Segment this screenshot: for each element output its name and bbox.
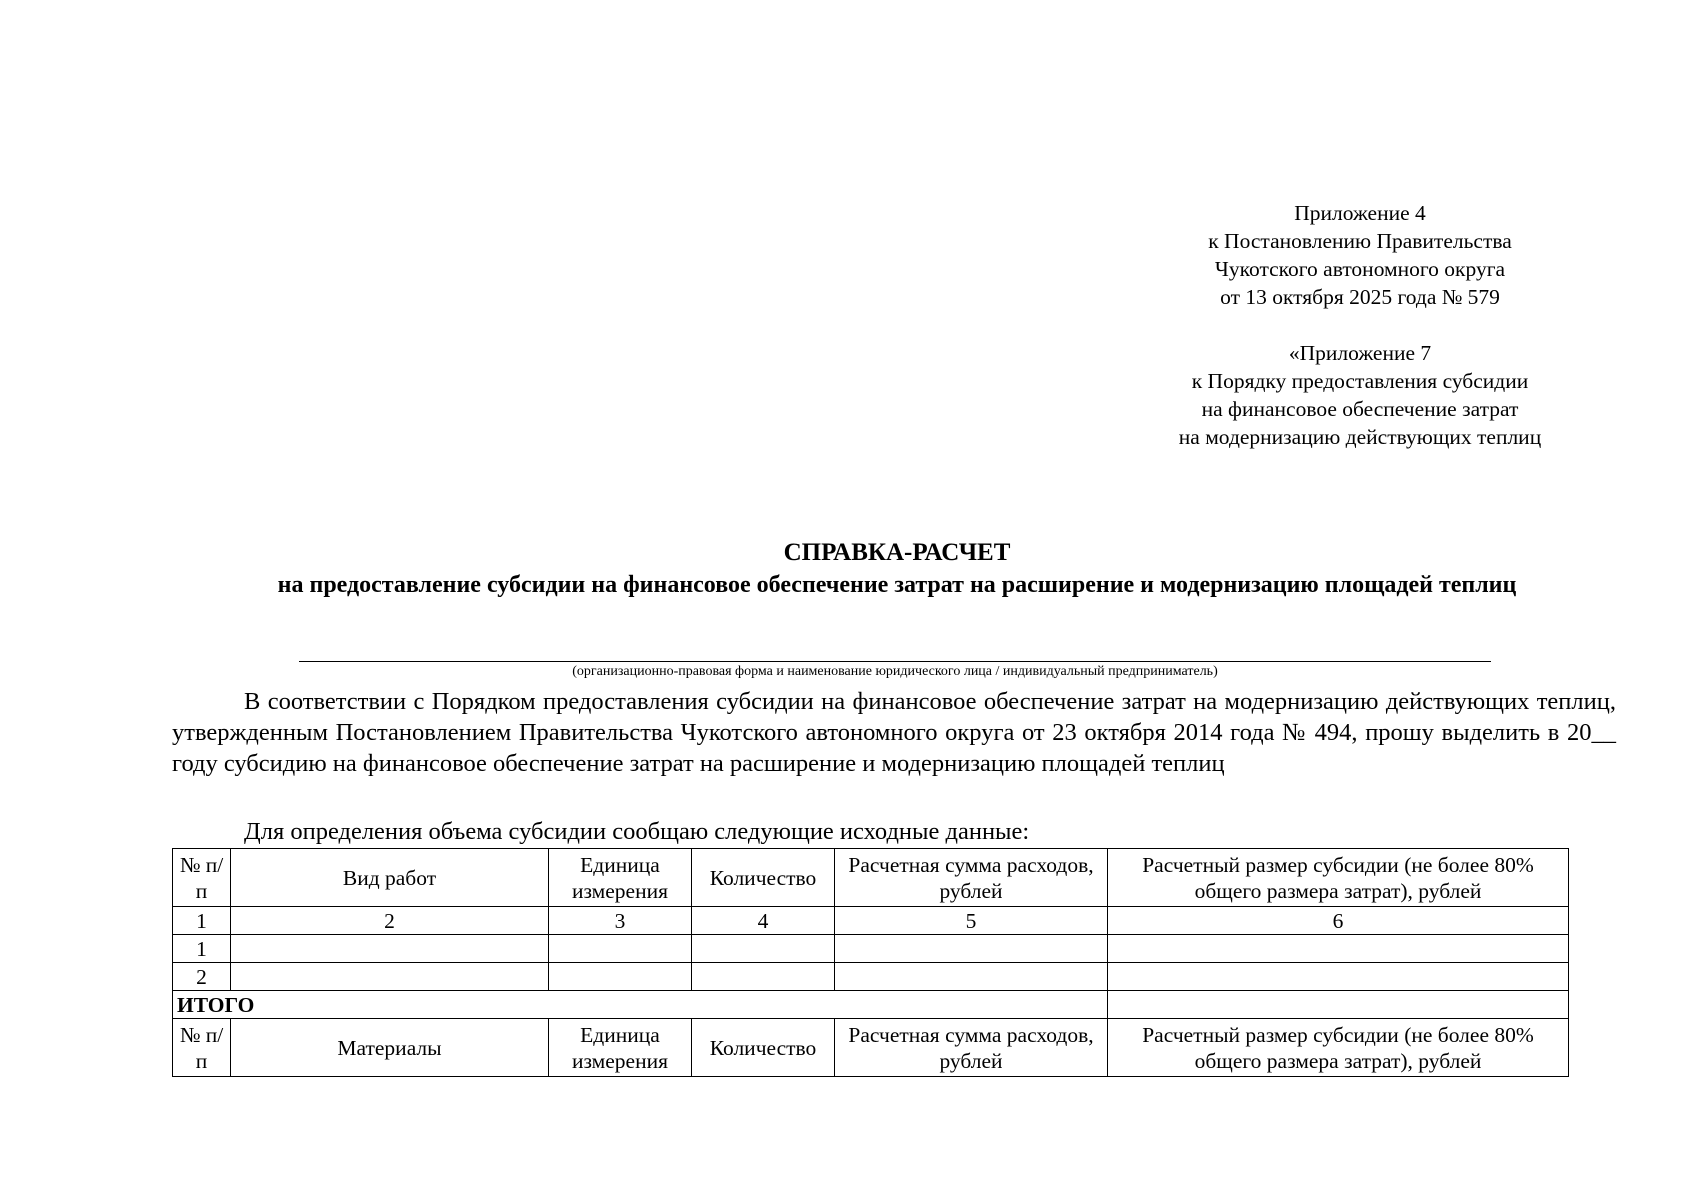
appendix-line: на модернизацию действующих теплиц [1178,425,1542,449]
table-cell [692,935,835,963]
header-cell: № п/п [173,849,231,907]
table-cell [549,935,692,963]
spacer [1140,311,1580,339]
header-cell: Расчетный размер субсидии (не более 80% общего размера затрат), рублей [1108,849,1569,907]
appendix-header [1140,199,1580,451]
header-cell: Расчетный размер субсидии (не более 80% общего размера затрат), рублей [1108,1019,1569,1077]
table-cell: 2 [173,963,231,991]
table-cell [1108,935,1569,963]
table-cell [692,963,835,991]
subsidy-calculation-table [172,848,1569,1077]
header-cell: Единица измерения [549,849,692,907]
appendix-line: «Приложение 7 [1288,341,1432,365]
header-cell: Расчетная сумма расходов, рублей [835,1019,1108,1077]
total-value [1108,991,1569,1019]
header-cell: Материалы [231,1019,549,1077]
intro-paragraph: Для определения объема субсидии сообщаю следующие исходные данные: [244,818,1030,845]
request-paragraph: В соответствии с Порядком предоставления субсидии на финансовое обеспечение затрат на модернизацию действующих теплиц, утвержденным Постановлением Правительства Чукотского автономного округа от 23 октября 2014 года № 494, прошу выделить в 20__ году субсидию на финансовое обеспечение затрат на расширение и модернизацию площадей теплиц [172,688,1616,777]
org-name-caption: (организационно-правовая форма и наименование юридического лица / индивидуальный предприниматель) [572,664,1218,679]
table-cell: 1 [173,935,231,963]
document-title: СПРАВКА-РАСЧЕТ [783,539,1011,566]
appendix-line: к Порядку предоставления субсидии [1191,369,1529,393]
table-cell [231,935,549,963]
header-cell: Количество [692,849,835,907]
table-cell [549,963,692,991]
header-cell: Единица измерения [549,1019,692,1077]
header-cell: № п/п [173,1019,231,1077]
appendix-line: к Постановлению Правительства [1208,229,1512,253]
total-row [173,991,1569,1019]
document-title-block [172,536,1622,602]
table-row [173,935,1569,963]
table-row [173,963,1569,991]
table-header-row-works [173,849,1569,907]
appendix-line: Приложение 4 [1294,201,1426,225]
org-name-fill-line [299,661,1491,662]
column-number-cell: 3 [549,907,692,935]
header-cell: Вид работ [231,849,549,907]
column-number-cell: 6 [1108,907,1569,935]
column-number-row [173,907,1569,935]
column-number-cell: 5 [835,907,1108,935]
appendix-line: Чукотского автономного округа [1214,257,1506,281]
column-number-cell: 4 [692,907,835,935]
table-cell [835,963,1108,991]
column-number-cell: 2 [231,907,549,935]
appendix-line: от 13 октября 2025 года № 579 [1220,285,1500,309]
appendix-line: на финансовое обеспечение затрат [1201,397,1519,421]
header-cell: Количество [692,1019,835,1077]
table-cell [835,935,1108,963]
table-header-row-materials [173,1019,1569,1077]
header-cell: Расчетная сумма расходов, рублей [835,849,1108,907]
total-label: ИТОГО [173,991,1108,1019]
column-number-cell: 1 [173,907,231,935]
table-cell [231,963,549,991]
document-subtitle: на предоставление субсидии на финансовое обеспечение затрат на расширение и модернизацию площадей теплиц [277,572,1517,598]
table-cell [1108,963,1569,991]
